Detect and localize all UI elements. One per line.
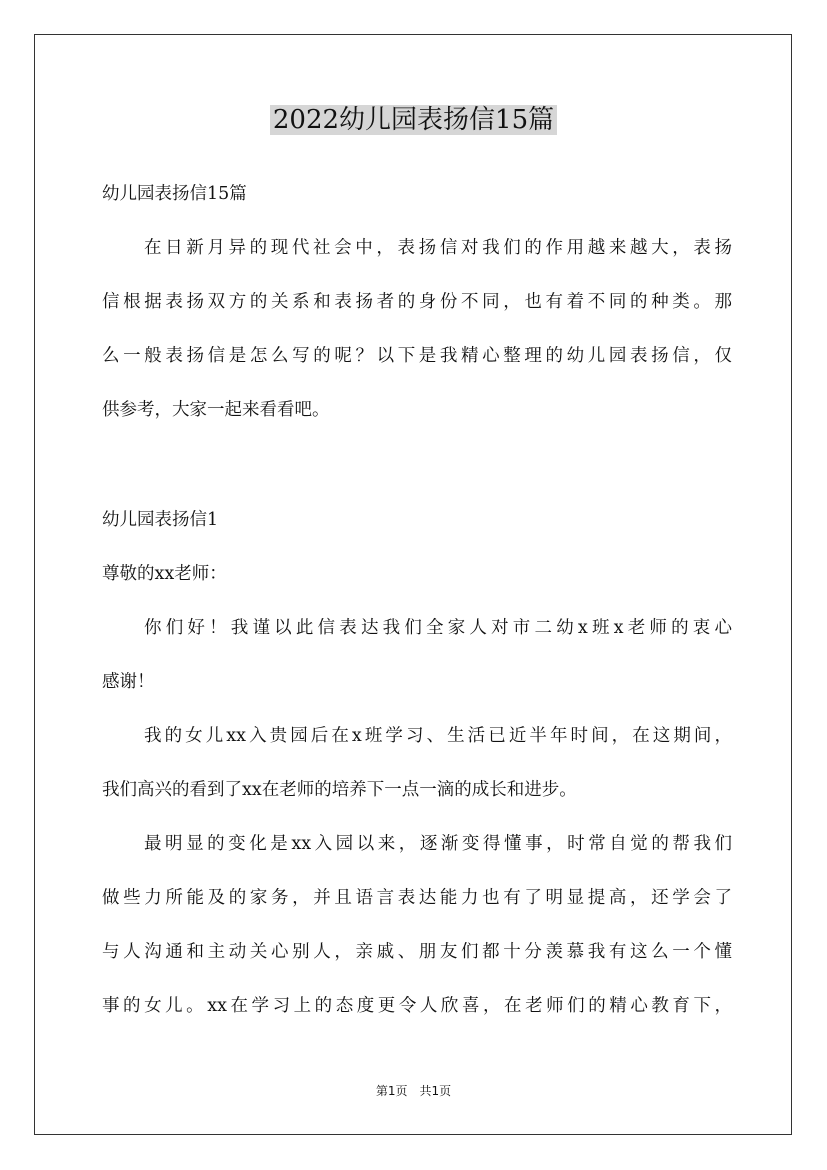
intro-line-1: 在日新月异的现代社会中，表扬信对我们的作用越来越大，表扬	[144, 238, 732, 258]
paragraph3-line-4: 事的女儿。xx在学习上的态度更令人欣喜，在老师们的精心教育下，	[102, 996, 732, 1016]
paragraph1-line-2: 感谢！	[102, 672, 155, 692]
document-title-text: 2022幼儿园表扬信15篇	[270, 105, 557, 135]
paragraph2-line-2: 我们高兴的看到了xx在老师的培养下一点一滴的成长和进步。	[102, 780, 577, 800]
section-heading: 幼儿园表扬信1	[102, 510, 219, 530]
paragraph2-line-1: 我的女儿xx入贵园后在x班学习、生活已近半年时间，在这期间，	[144, 726, 732, 746]
page-number: 第1页	[375, 1084, 408, 1098]
intro-line-3: 么一般表扬信是怎么写的呢？以下是我精心整理的幼儿园表扬信，仅	[102, 346, 732, 366]
paragraph3-line-3: 与人沟通和主动关心别人，亲戚、朋友们都十分羡慕我有这么一个懂	[102, 942, 732, 962]
document-title	[0, 100, 827, 140]
page-total: 共1页	[419, 1084, 452, 1098]
intro-line-2: 信根据表扬双方的关系和表扬者的身份不同，也有着不同的种类。那	[102, 292, 732, 312]
intro-line-4: 供参考，大家一起来看看吧。	[102, 400, 330, 420]
page-footer	[0, 1082, 827, 1100]
paragraph3-line-2: 做些力所能及的家务，并且语言表达能力也有了明显提高，还学会了	[102, 888, 732, 908]
letter-salutation: 尊敬的xx老师：	[102, 564, 227, 584]
paragraph1-line-1: 你们好！我谨以此信表达我们全家人对市二幼x班x老师的衷心	[144, 618, 732, 638]
paragraph3-line-1: 最明显的变化是xx入园以来，逐渐变得懂事，时常自觉的帮我们	[144, 834, 732, 854]
document-subtitle: 幼儿园表扬信15篇	[102, 184, 247, 204]
